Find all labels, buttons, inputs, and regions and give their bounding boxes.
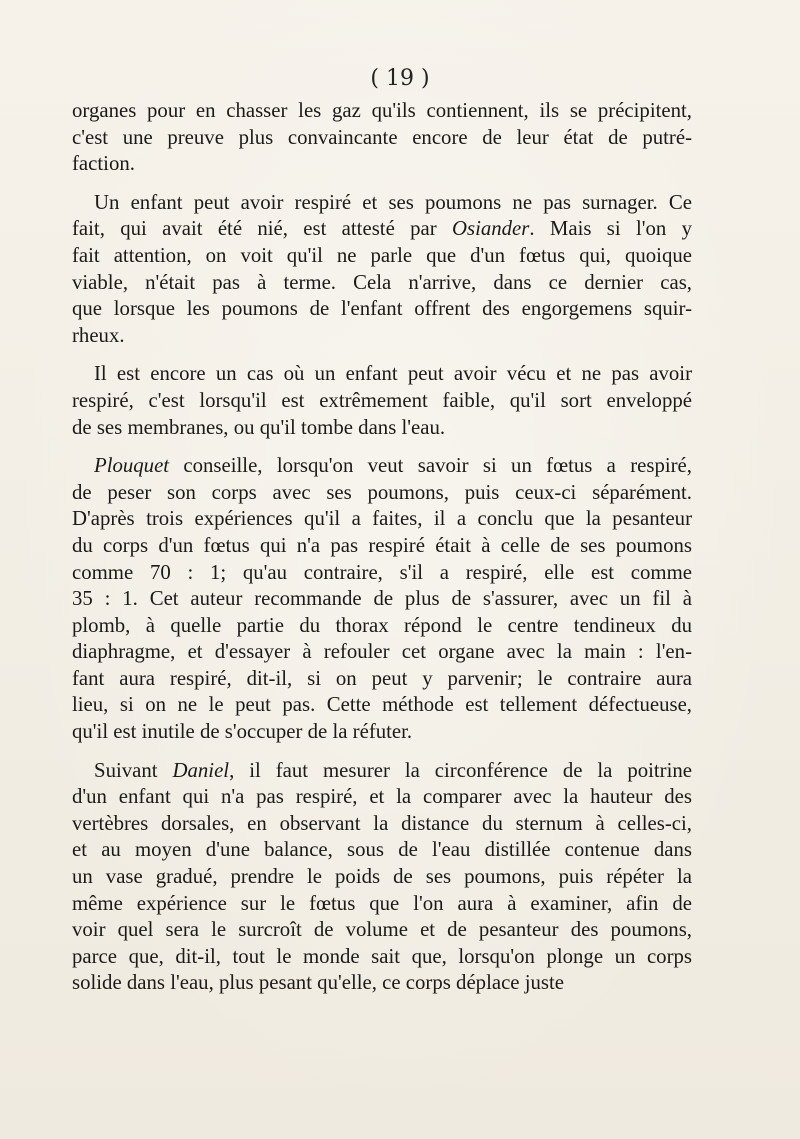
text-line: qu'il est inutile de s'occuper de la réfuter. <box>72 720 413 744</box>
text-line: diaphragme, et d'essayer à refouler cet organe avec la main : l'en- <box>72 640 692 664</box>
text-line: c'est une preuve plus convaincante encore de leur état de putré- <box>72 125 692 149</box>
text-line: d'un enfant qui n'a pas respiré, et la comparer avec la hauteur des <box>72 785 692 809</box>
text-line: de ses membranes, ou qu'il tombe dans l'eau. <box>72 415 446 439</box>
text-line: vertèbres dorsales, en observant la distance du sternum à celles-ci, <box>72 811 692 835</box>
text-line: fait, qui avait été nié, est attesté par Osiander. Mais si l'on y <box>72 217 692 241</box>
text-line: organes pour en chasser les gaz qu'ils contiennent, ils se précipitent, <box>72 99 692 122</box>
text-line: fait attention, on voit qu'il ne parle que d'un fœtus qui, quoique <box>72 243 692 267</box>
text-line: parce que, dit-il, tout le monde sait que, lorsqu'on plonge un corps <box>72 944 692 968</box>
text-line: faction. <box>72 152 135 176</box>
text-line: que lorsque les poumons de l'enfant offrent des engorgemens squir- <box>72 297 692 321</box>
page-number: ( 19 ) <box>370 66 430 91</box>
text-line: lieu, si on ne le peut pas. Cette méthode est tellement défectueuse, <box>72 693 692 717</box>
text-line: Il est encore un cas où un enfant peut avoir vécu et ne pas avoir <box>94 362 692 386</box>
text-line: de peser son corps avec ses poumons, puis ceux-ci séparément. <box>72 480 692 504</box>
text-line: et au moyen d'une balance, sous de l'eau distillée contenue dans <box>72 838 692 862</box>
text-line: voir quel sera le surcroît de volume et de pesanteur des poumons, <box>72 918 692 942</box>
author-name: Plouquet <box>94 454 170 478</box>
body-text <box>72 98 692 1009</box>
text-line: du corps d'un fœtus qui n'a pas respiré était à celle de ses poumons <box>72 533 692 557</box>
paragraph-4 <box>72 453 692 746</box>
text-line: plomb, à quelle partie du thorax répond le centre tendineux du <box>72 613 692 637</box>
author-name: Osiander <box>451 217 530 241</box>
author-name: Daniel <box>172 758 230 782</box>
paragraph-3 <box>72 361 692 441</box>
paragraph-1 <box>72 98 692 178</box>
text-line: rheux. <box>72 323 125 347</box>
text-line: solide dans l'eau, plus pesant qu'elle, ce corps déplace juste <box>72 971 565 995</box>
paragraph-2 <box>72 190 692 350</box>
text-line: D'après trois expériences qu'il a faites, il a conclu que la pesanteur <box>72 507 692 531</box>
text-line: un vase gradué, prendre le poids de ses poumons, puis répéter la <box>72 865 692 889</box>
text-line: respiré, c'est lorsqu'il est extrêmement faible, qu'il sort enveloppé <box>72 388 692 412</box>
text-line: 35 : 1. Cet auteur recommande de plus de s'assurer, avec un fil à <box>72 587 692 611</box>
text-line: même expérience sur le fœtus que l'on aura à examiner, afin de <box>72 891 692 915</box>
paragraph-5 <box>72 758 692 997</box>
text-line: comme 70 : 1; qu'au contraire, s'il a respiré, elle est comme <box>72 560 692 584</box>
text-line: Suivant Daniel, il faut mesurer la circonférence de la poitrine <box>94 758 692 782</box>
text-line: viable, n'était pas à terme. Cela n'arrive, dans ce dernier cas, <box>72 270 692 294</box>
text-line: Plouquet conseille, lorsqu'on veut savoir si un fœtus a respiré, <box>94 454 692 478</box>
text-line: fant aura respiré, dit-il, si on peut y parvenir; le contraire aura <box>72 666 692 690</box>
text-line: Un enfant peut avoir respiré et ses poumons ne pas surnager. Ce <box>94 190 692 214</box>
